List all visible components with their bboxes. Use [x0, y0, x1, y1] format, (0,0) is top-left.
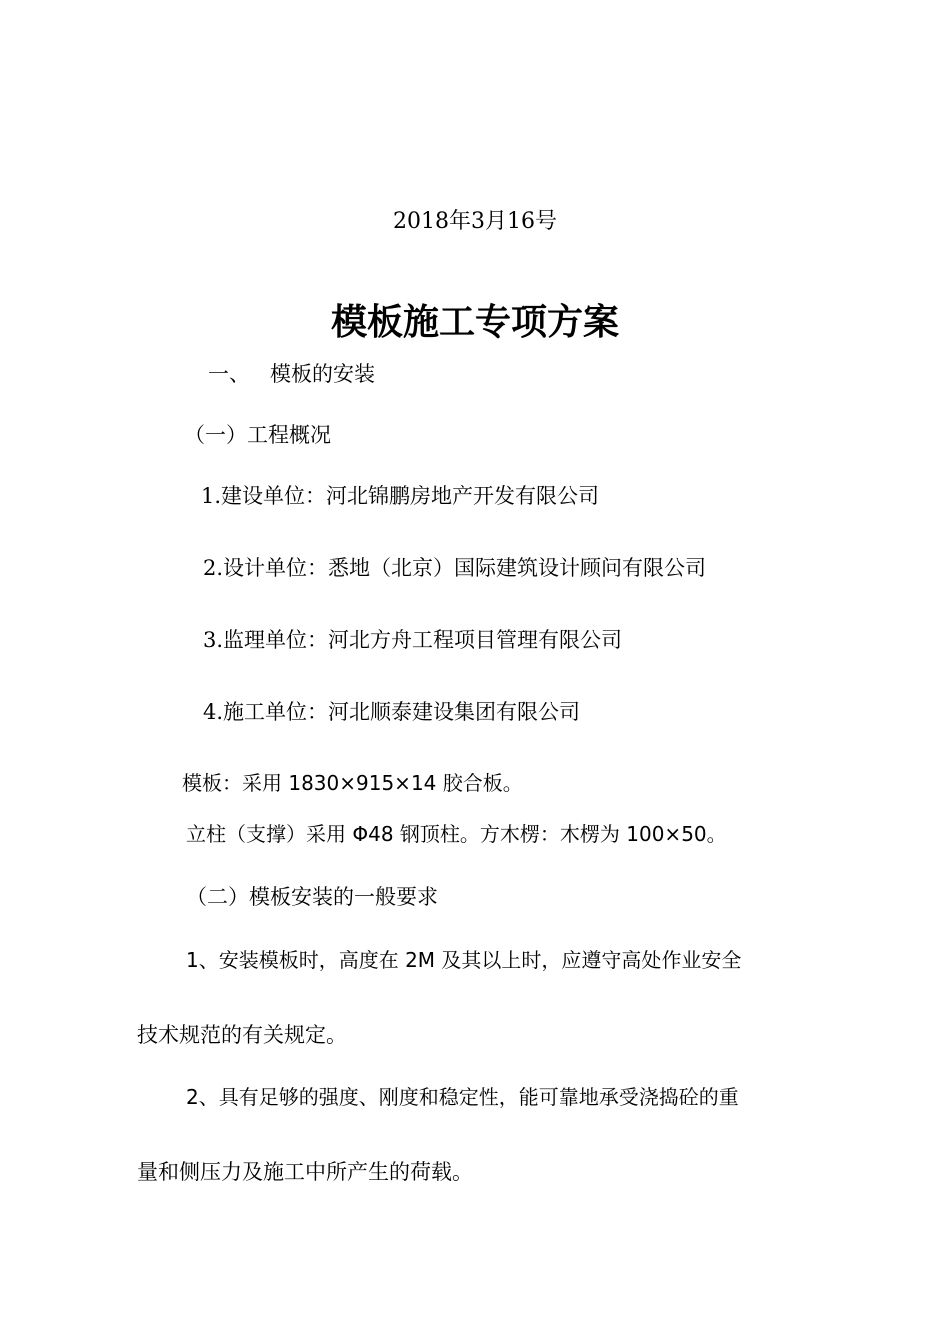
subsection-heading-overview: （一）工程概况: [184, 423, 331, 447]
material-support: 立柱（支撑）采用 Φ48 钢顶柱。方木楞：木楞为 100×50。: [186, 822, 727, 846]
requirement-1-line-1: 1、安装模板时，高度在 2M 及其以上时，应遵守高处作业安全: [186, 948, 742, 972]
section-label: 模板的安装: [270, 362, 375, 386]
section-heading: [208, 360, 375, 388]
overview-item-client: 1.建设单位：河北锦鹏房地产开发有限公司: [201, 484, 600, 508]
overview-item-designer: 2.设计单位：悉地（北京）国际建筑设计顾问有限公司: [203, 556, 707, 580]
subsection-heading-requirements: （二）模板安装的一般要求: [186, 885, 438, 909]
document-date: 2018年3月16号: [393, 209, 557, 234]
requirement-2-line-1: 2、具有足够的强度、刚度和稳定性，能可靠地承受浇捣砼的重: [186, 1085, 739, 1109]
requirement-2-line-2: 量和侧压力及施工中所产生的荷载。: [137, 1160, 473, 1184]
document-title: 模板施工专项方案: [330, 301, 619, 343]
overview-item-supervisor: 3.监理单位：河北方舟工程项目管理有限公司: [203, 628, 623, 652]
material-formwork: 模板：采用 1830×915×14 胶合板。: [182, 771, 523, 795]
section-number: 一、: [208, 362, 250, 386]
requirement-1-line-2: 技术规范的有关规定。: [137, 1023, 347, 1047]
overview-item-contractor: 4.施工单位：河北顺泰建设集团有限公司: [203, 700, 581, 724]
